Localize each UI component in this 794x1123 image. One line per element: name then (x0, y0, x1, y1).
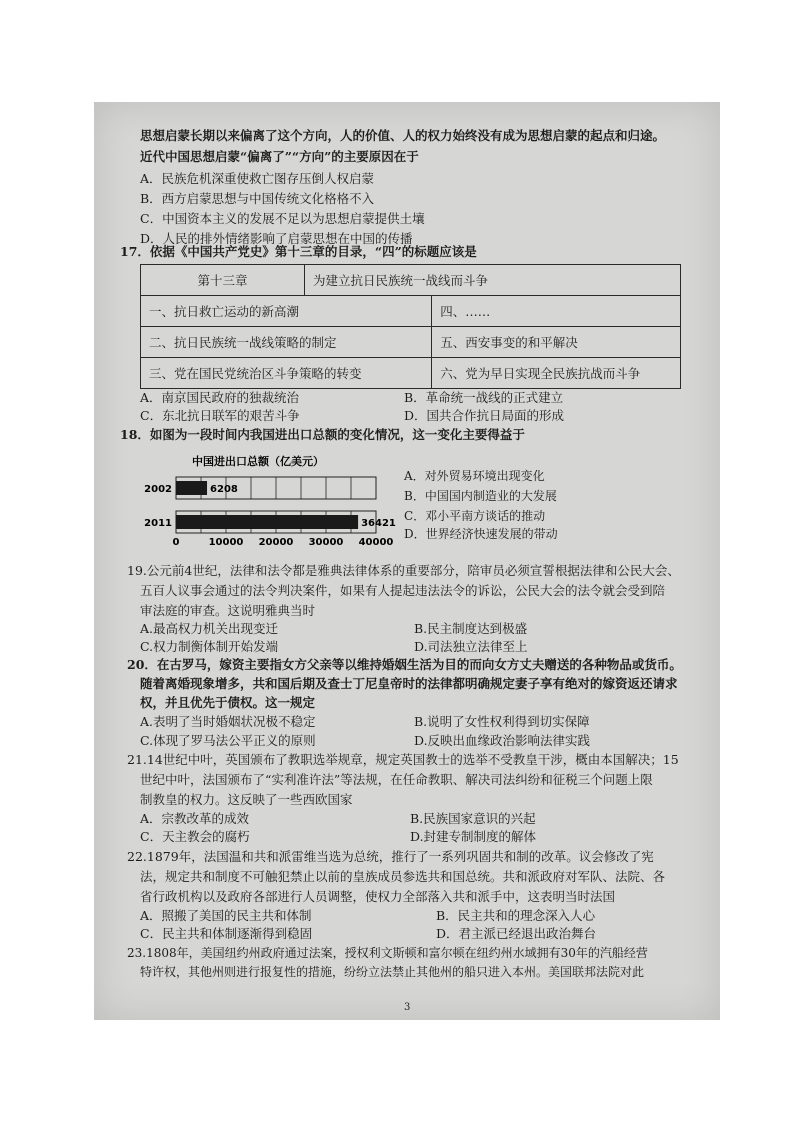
q18-option-a: A．对外贸易环境出现变化 (404, 469, 545, 483)
x-tick-label: 30000 (308, 537, 344, 548)
q17-option-b: B．革命统一战线的正式建立 (404, 390, 564, 405)
q17-option-a: A．南京国民政府的独裁统治 (140, 390, 300, 405)
q18-option-c: C．邓小平南方谈话的推动 (404, 509, 546, 523)
q21-line: 制教皇的权力。这反映了一些西欧国家 (140, 792, 353, 807)
q19-option-d: D.司法独立法律至上 (414, 639, 528, 654)
option-b: B．西方启蒙思想与中国传统文化格格不入 (140, 191, 375, 206)
q18-option-d: D．世界经济快速发展的带动 (404, 527, 558, 541)
x-tick-label: 10000 (208, 537, 244, 548)
x-tick-label: 20000 (258, 537, 294, 548)
q17-option-d: D．国共合作抗日局面的形成 (404, 408, 565, 423)
table-cell: 五、西安事变的和平解决 (432, 327, 681, 358)
chart-title: 中国进出口总额（亿美元） (192, 455, 324, 468)
q19-line: 19.公元前4世纪，法律和法令都是雅典法律体系的重要部分，陪审员必须宣誓根据法律和公民大会、 (127, 563, 680, 578)
q20-line: 权，并且优先于债权。这一规定 (140, 695, 316, 710)
table-cell: 为建立抗日民族统一战线而斗争 (305, 265, 681, 296)
q19-line: 五百人议事会通过的法令判决案件，如果有人提起违法法令的诉讼，公民大会的法令就会受到陪 (140, 583, 666, 598)
bar (176, 481, 207, 495)
table-cell: 三、党在国民党统治区斗争策略的转变 (141, 358, 432, 389)
q17-table (140, 264, 681, 389)
q19-option-c: C.权力制衡体制开始发端 (140, 639, 279, 654)
text-line: 思想启蒙长期以来偏离了这个方向，人的价值、人的权力始终没有成为思想启蒙的起点和归途。 (140, 128, 666, 143)
category-label: 2002 (144, 484, 172, 495)
q20-option-a: A.表明了当时婚姻状况极不稳定 (140, 714, 316, 729)
option-d: D．人民的排外情绪影响了启蒙思想在中国的传播 (140, 231, 413, 246)
q23-line: 特许权，其他州则进行报复性的措施，纷纷立法禁止其他州的船只进入本州。美国联邦法院对此 (140, 965, 645, 979)
bar-value-label: 6208 (210, 484, 238, 495)
text-line: 近代中国思想启蒙“偏离了”“方向”的主要原因在于 (140, 149, 419, 164)
q22-option-d: D．君主派已经退出政治舞台 (436, 926, 597, 941)
page-number: 3 (404, 1002, 411, 1013)
category-label: 2011 (144, 518, 172, 529)
table-cell: 二、抗日民族统一战线策略的制定 (141, 327, 432, 358)
bar-value-label: 36421 (361, 518, 396, 529)
table-cell: 一、抗日救亡运动的新高潮 (141, 296, 432, 327)
q19-option-a: A.最高权力机关出现变迁 (140, 621, 279, 636)
table-cell: 第十三章 (141, 265, 305, 296)
q23-line: 23.1808年，美国纽约州政府通过法案，授权利文斯顿和富尔顿在纽约州水域拥有30年的汽船经营 (127, 946, 648, 960)
x-tick-label: 40000 (358, 537, 394, 548)
q22-option-a: A．照搬了美国的民主共和体制 (140, 908, 312, 923)
q22-option-b: B．民主共和的理念深入人心 (436, 908, 596, 923)
table-cell: 四、…… (432, 296, 681, 327)
question-17-stem: 17．依据《中国共产党史》第十三章的目录，“四”的标题应该是 (120, 244, 477, 259)
q20-line: 20．在古罗马，嫁资主要指女方父亲等以维持婚姻生活为目的而向女方丈夫赠送的各种物品或货币。 (127, 657, 682, 672)
q21-line: 世纪中叶，法国颁布了“实利准许法”等法规，在任命教职、解决司法纠纷和征税三个问题上限 (140, 772, 653, 787)
q17-option-c: C．东北抗日联军的艰苦斗争 (140, 408, 300, 423)
option-c: C．中国资本主义的发展不足以为思想启蒙提供土壤 (140, 211, 425, 226)
q22-line: 22.1879年，法国温和共和派雷维当选为总统，推行了一系列巩固共和制的改革。议会修改了宪 (127, 849, 654, 864)
q19-line: 审法庭的审查。这说明雅典当时 (140, 603, 316, 618)
option-a: A．民族危机深重使救亡图存压倒人权启蒙 (140, 171, 375, 186)
q22-line: 法，规定共和制度不可触犯禁止以前的皇族成员参选共和国总统。共和派政府对军队、法院、各 (140, 869, 666, 884)
q19-option-b: B.民主制度达到极盛 (414, 621, 528, 636)
q21-option-b: B.民族国家意识的兴起 (410, 811, 536, 826)
q22-option-c: C．民主共和体制逐渐得到稳固 (140, 926, 313, 941)
trade-bar-chart (140, 453, 402, 553)
q21-option-a: A．宗教改革的成效 (140, 811, 250, 826)
question-18-stem: 18．如图为一段时间内我国进出口总额的变化情况，这一变化主要得益于 (120, 427, 525, 442)
q21-option-c: C．天主教会的腐朽 (140, 829, 250, 844)
q20-option-c: C.体现了罗马法公平正义的原则 (140, 733, 316, 748)
bar (176, 515, 358, 529)
q22-line: 省行政机构以及政府各部进行人员调整，使权力全部落入共和派手中，这表明当时法国 (140, 889, 616, 904)
q18-option-b: B．中国国内制造业的大发展 (404, 489, 557, 503)
q20-option-d: D.反映出血缘政治影响法律实践 (414, 733, 591, 748)
q21-option-d: D.封建专制制度的解体 (410, 829, 537, 844)
q21-line: 21.14世纪中叶，英国颁布了教职选举规章，规定英国教士的选举不受教皇干涉，概由本国解决；15 (127, 752, 679, 767)
q20-line: 随着离婚现象增多，共和国后期及查士丁尼皇帝时的法律都明确规定妻子享有绝对的嫁资返还请求 (140, 676, 678, 691)
x-tick-label: 0 (172, 537, 180, 548)
q20-option-b: B.说明了女性权利得到切实保障 (414, 714, 590, 729)
table-cell: 六、党为早日实现全民族抗战而斗争 (432, 358, 681, 389)
